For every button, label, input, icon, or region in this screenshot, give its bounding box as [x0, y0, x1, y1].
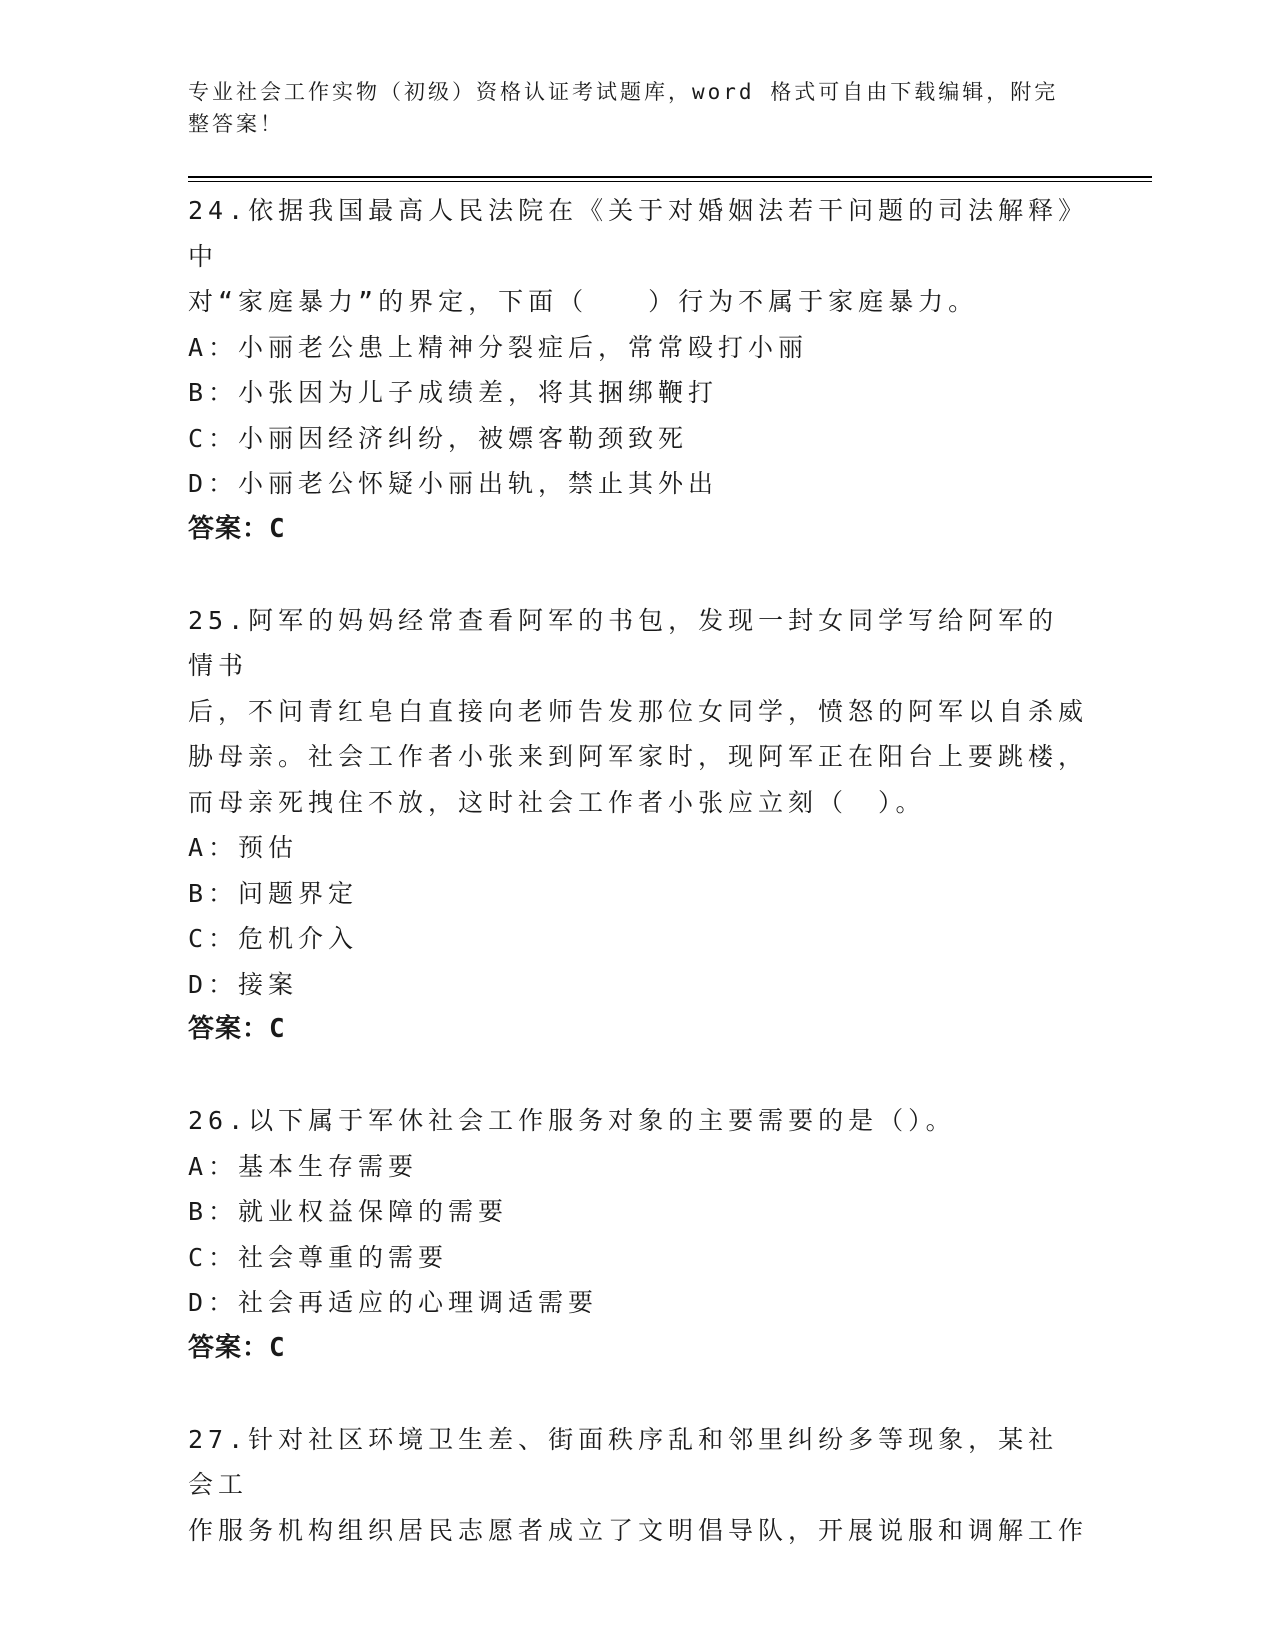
question-stem-line: 26.以下属于军休社会工作服务对象的主要需要的是（）。 [188, 1106, 956, 1135]
question-25 [188, 598, 1088, 1053]
option-d: D：社会再适应的心理调适需要 [188, 1288, 599, 1317]
option-c: C：危机介入 [188, 924, 359, 953]
option-c: C：社会尊重的需要 [188, 1242, 449, 1272]
option-b: B：问题界定 [188, 878, 359, 908]
question-stem-line: 而母亲死拽住不放，这时社会工作者小张应立刻（ ）。 [188, 787, 926, 817]
question-spacer [188, 552, 1088, 598]
option-a: A：基本生存需要 [188, 1151, 419, 1181]
option-a: A：小丽老公患上精神分裂症后，常常殴打小丽 [188, 332, 809, 362]
question-stem-line: 胁母亲。社会工作者小张来到阿军家时，现阿军正在阳台上要跳楼， [188, 742, 1089, 771]
question-list [188, 188, 1088, 1553]
question-27 [188, 1417, 1088, 1554]
question-stem-line: 27.针对社区环境卫生差、街面秩序乱和邻里纠纷多等现象，某社会工 [188, 1424, 1059, 1499]
option-c: C：小丽因经济纠纷，被嫖客勒颈致死 [188, 423, 689, 453]
question-stem-line: 24.依据我国最高人民法院在《关于对婚姻法若干问题的司法解释》中 [188, 196, 1076, 271]
option-d: D：小丽老公怀疑小丽出轨，禁止其外出 [188, 469, 719, 498]
answer-line: 答案：C [188, 1332, 286, 1363]
question-stem-line: 25.阿军的妈妈经常查看阿军的书包，发现一封女同学写给阿军的情书 [188, 605, 1059, 680]
question-stem-line: 作服务机构组织居民志愿者成立了文明倡导队，开展说服和调解工作 [188, 1515, 1089, 1545]
question-24 [188, 188, 1088, 552]
answer-line: 答案：C [188, 1014, 286, 1044]
question-stem-line: 对“家庭暴力”的界定，下面（ ）行为不属于家庭暴力。 [188, 287, 979, 316]
document-header: 专业社会工作实物（初级）资格认证考试题库，word 格式可自由下载编辑，附完整答案！ [188, 80, 1059, 136]
question-26 [188, 1098, 1088, 1371]
answer-line: 答案：C [188, 513, 286, 544]
option-a: A：预估 [188, 833, 299, 862]
question-stem-line: 后，不问青红皂白直接向老师告发那位女同学，愤怒的阿军以自杀威 [188, 696, 1089, 726]
question-spacer [188, 1053, 1088, 1099]
option-b: B：小张因为儿子成绩差，将其捆绑鞭打 [188, 378, 719, 407]
header-divider-thick [188, 176, 1152, 178]
option-b: B：就业权益保障的需要 [188, 1197, 509, 1226]
option-d: D：接案 [188, 969, 299, 999]
question-spacer [188, 1371, 1088, 1417]
header-divider-thin [188, 181, 1152, 182]
